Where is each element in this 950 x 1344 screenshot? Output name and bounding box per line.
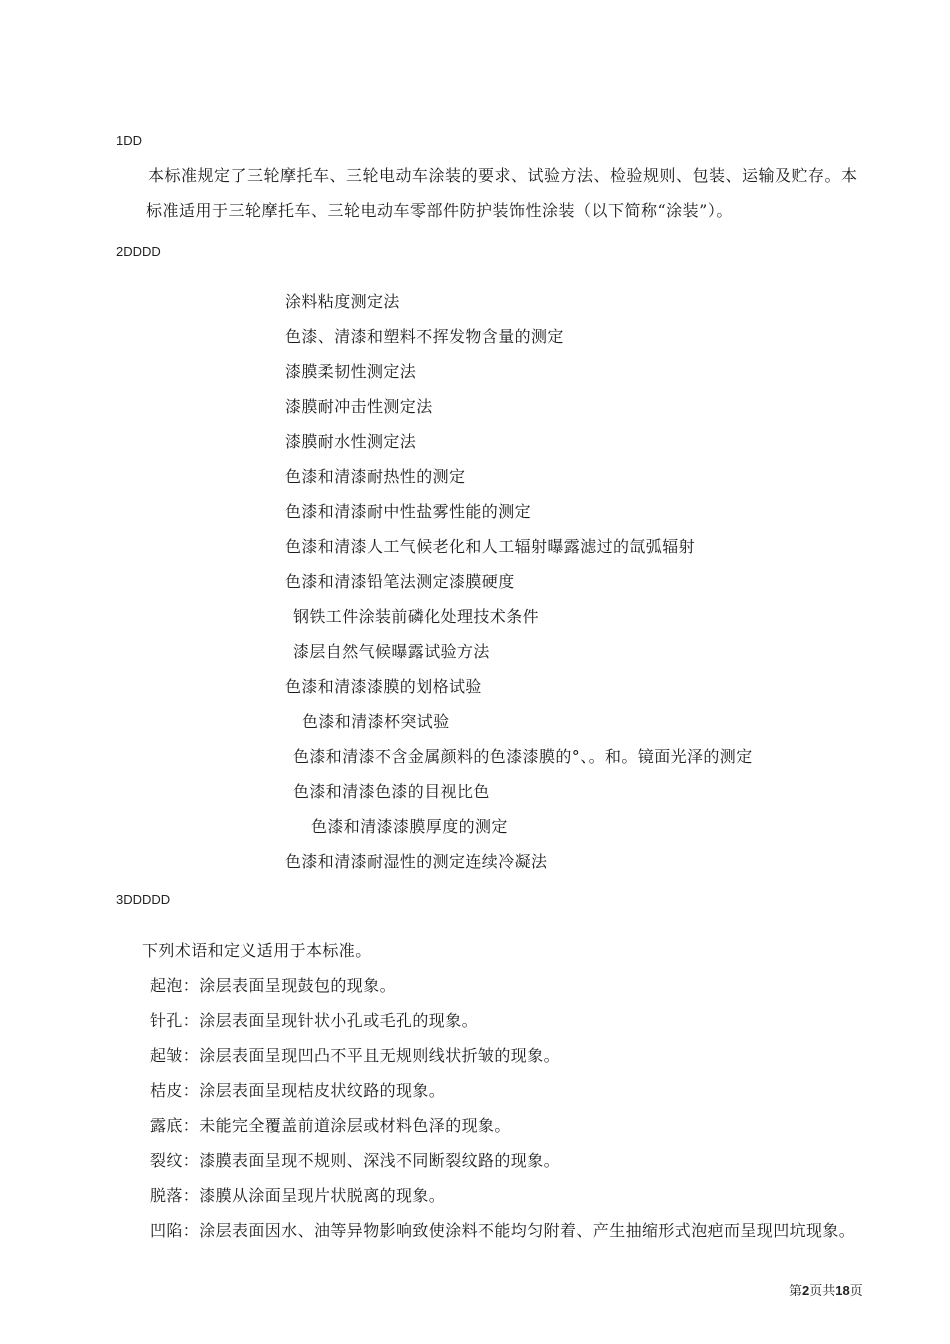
scope-line-2: 标准适用于三轮摩托车、三轮电动车零部件防护装饰性涂装（以下简称“涂装”）。: [146, 201, 733, 220]
footer-suffix: 页: [849, 1284, 863, 1299]
term-definition: 针孔：涂层表面呈现针状小孔或毛孔的现象。: [150, 1011, 479, 1030]
reference-item: 漆膜柔韧性测定法: [285, 362, 417, 381]
reference-item: 色漆和清漆漆膜的划格试验: [285, 677, 482, 696]
scope-paragraph: [148, 158, 888, 228]
reference-item: 漆膜耐水性测定法: [285, 432, 417, 451]
reference-item: 色漆和清漆人工气候老化和人工辐射曝露滤过的氙弧辐射: [285, 537, 696, 556]
term-definition: 凹陷：涂层表面因水、油等异物影响致使涂料不能均匀附着、产生抽缩形式泡疤而呈现凹坑现象。: [150, 1221, 856, 1240]
term-definition: 脱落：漆膜从涂面呈现片状脱离的现象。: [150, 1186, 446, 1205]
reference-item: 色漆和清漆铅笔法测定漆膜硬度: [285, 572, 515, 591]
term-definition: 露底：未能完全覆盖前道涂层或材料色泽的现象。: [150, 1116, 511, 1135]
section-1-heading: 1DD: [116, 133, 143, 148]
scope-line-1: 本标准规定了三轮摩托车、三轮电动车涂装的要求、试验方法、检验规则、包装、运输及贮存。本: [148, 166, 858, 185]
reference-item: 色漆和清漆不含金属颜料的色漆漆膜的°、。和。镜面光泽的测定: [293, 747, 753, 766]
reference-item: 涂料粘度测定法: [285, 292, 400, 311]
footer-middle: 页共: [809, 1284, 836, 1299]
reference-item: 色漆和清漆耐湿性的测定连续冷凝法: [285, 852, 548, 871]
reference-item: 色漆和清漆耐中性盐雾性能的测定: [285, 502, 532, 521]
footer-prefix: 第: [789, 1284, 803, 1299]
reference-item: 色漆和清漆杯突试验: [302, 712, 450, 731]
terms-intro: 下列术语和定义适用于本标准。: [142, 941, 372, 960]
page-number-footer: [789, 1280, 863, 1299]
reference-item: 色漆、清漆和塑料不挥发物含量的测定: [285, 327, 564, 346]
section-3-heading: 3DDDDD: [116, 892, 171, 907]
reference-item: 色漆和清漆色漆的目视比色: [293, 782, 490, 801]
footer-current-page: 2: [802, 1283, 810, 1298]
term-definition: 起皱：涂层表面呈现凹凸不平且无规则线状折皱的现象。: [150, 1046, 561, 1065]
footer-total-pages: 18: [835, 1283, 850, 1298]
section-2-heading: 2DDDD: [116, 244, 161, 259]
term-definition: 起泡：涂层表面呈现鼓包的现象。: [150, 976, 397, 995]
reference-item: 色漆和清漆漆膜厚度的测定: [311, 817, 508, 836]
reference-item: 漆膜耐冲击性测定法: [285, 397, 433, 416]
reference-item: 漆层自然气候曝露试验方法: [293, 642, 490, 661]
reference-item: 钢铁工件涂装前磷化处理技术条件: [293, 607, 540, 626]
reference-item: 色漆和清漆耐热性的测定: [285, 467, 466, 486]
term-definition: 桔皮：涂层表面呈现桔皮状纹路的现象。: [150, 1081, 446, 1100]
term-definition: 裂纹：漆膜表面呈现不规则、深浅不同断裂纹路的现象。: [150, 1151, 561, 1170]
